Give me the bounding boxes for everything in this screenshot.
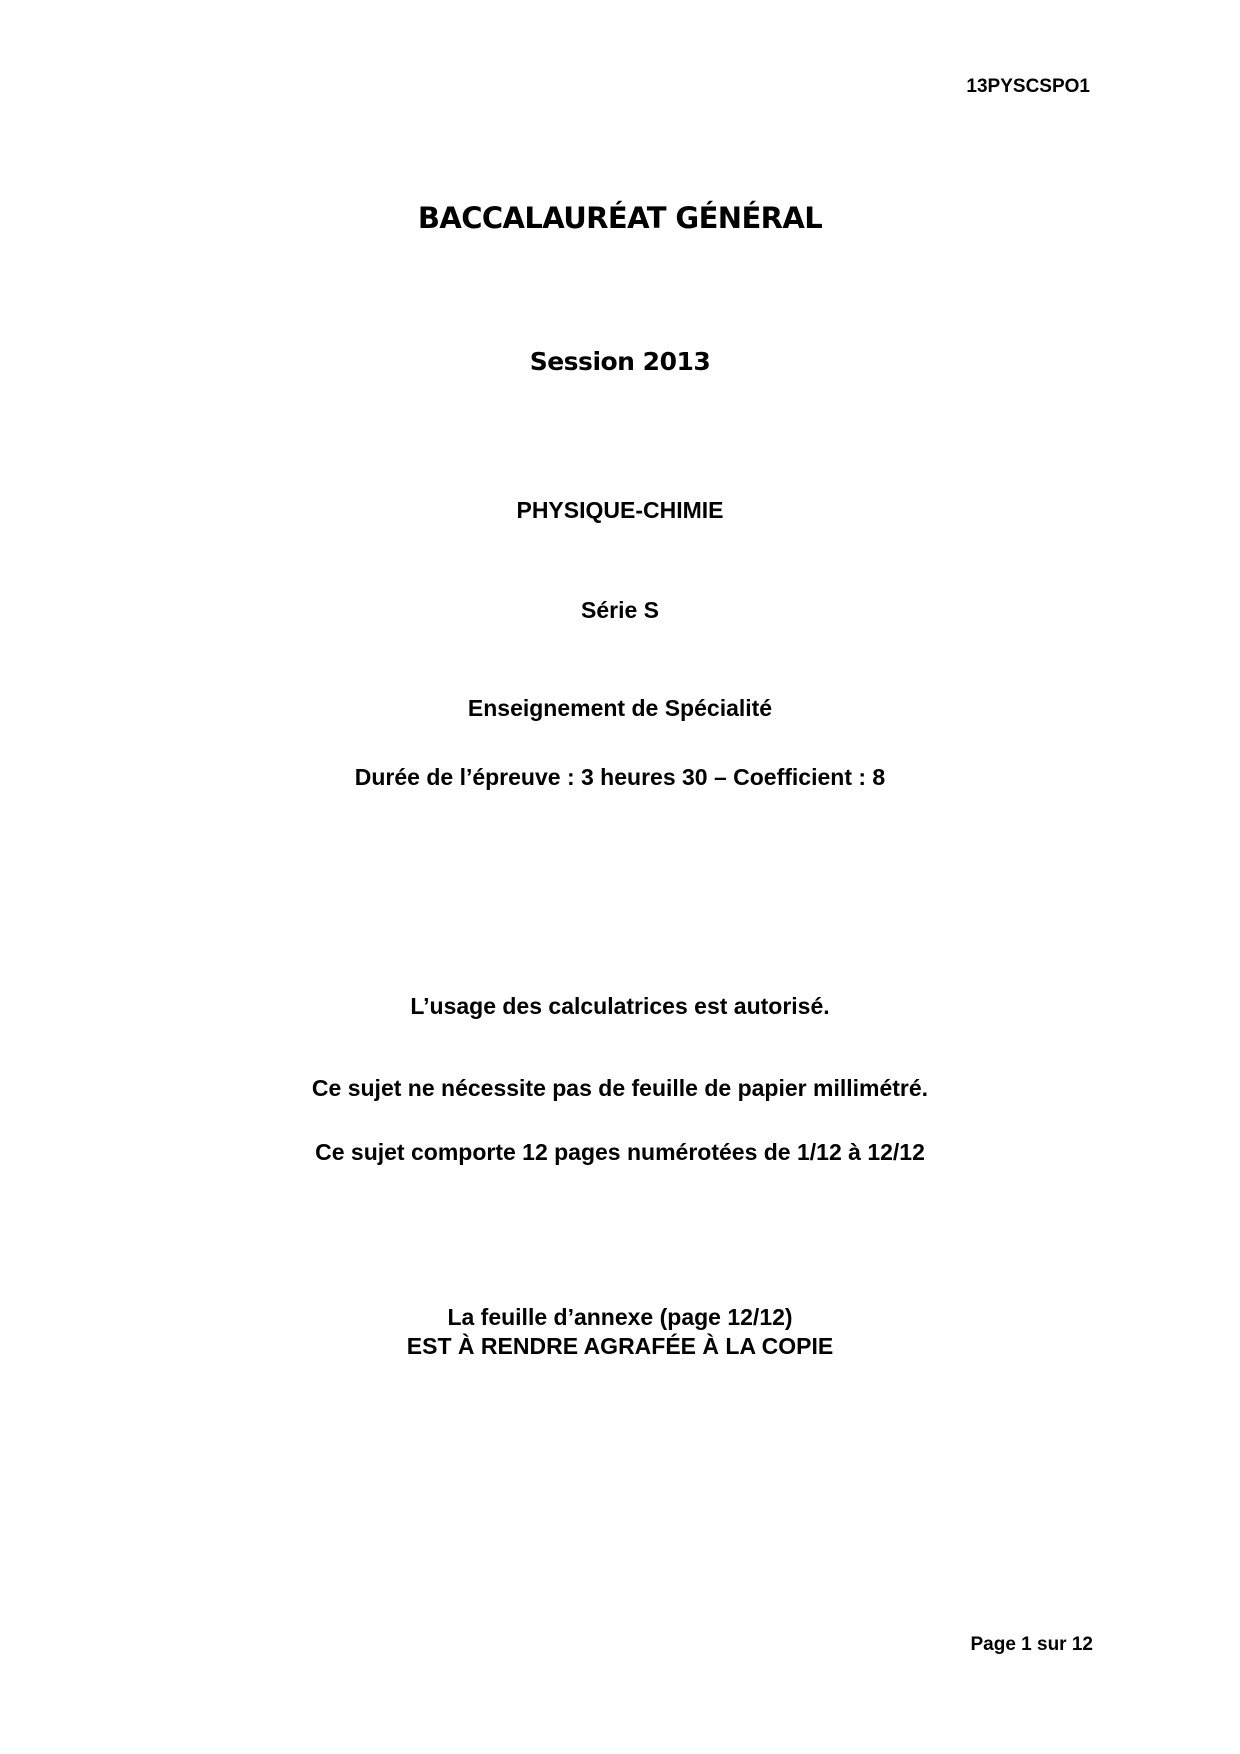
document-code: 13PYSCSPO1 [966, 76, 1090, 97]
subject-name: PHYSIQUE-CHIMIE [516, 497, 724, 523]
graph-paper-instruction: Ce sujet ne nécessite pas de feuille de papier millimétré. [311, 1075, 929, 1101]
page-count-instruction: Ce sujet comporte 12 pages numérotées de 1/12 à 12/12 [315, 1139, 925, 1165]
exam-duration: Durée de l’épreuve : 3 heures 30 – Coefficient : 8 [354, 764, 886, 790]
session-year: Session 2013 [529, 347, 711, 376]
series-name: Série S [581, 597, 659, 623]
annex-note-line-1: La feuille d’annexe (page 12/12) [447, 1304, 793, 1330]
exam-title: BACCALAURÉAT GÉNÉRAL [417, 201, 823, 235]
calculator-instruction: L’usage des calculatrices est autorisé. [410, 993, 830, 1019]
teaching-type: Enseignement de Spécialité [467, 695, 773, 721]
annex-note-line-2: EST À RENDRE AGRAFÉE À LA COPIE [406, 1333, 834, 1359]
page-number: Page 1 sur 12 [970, 1634, 1093, 1655]
